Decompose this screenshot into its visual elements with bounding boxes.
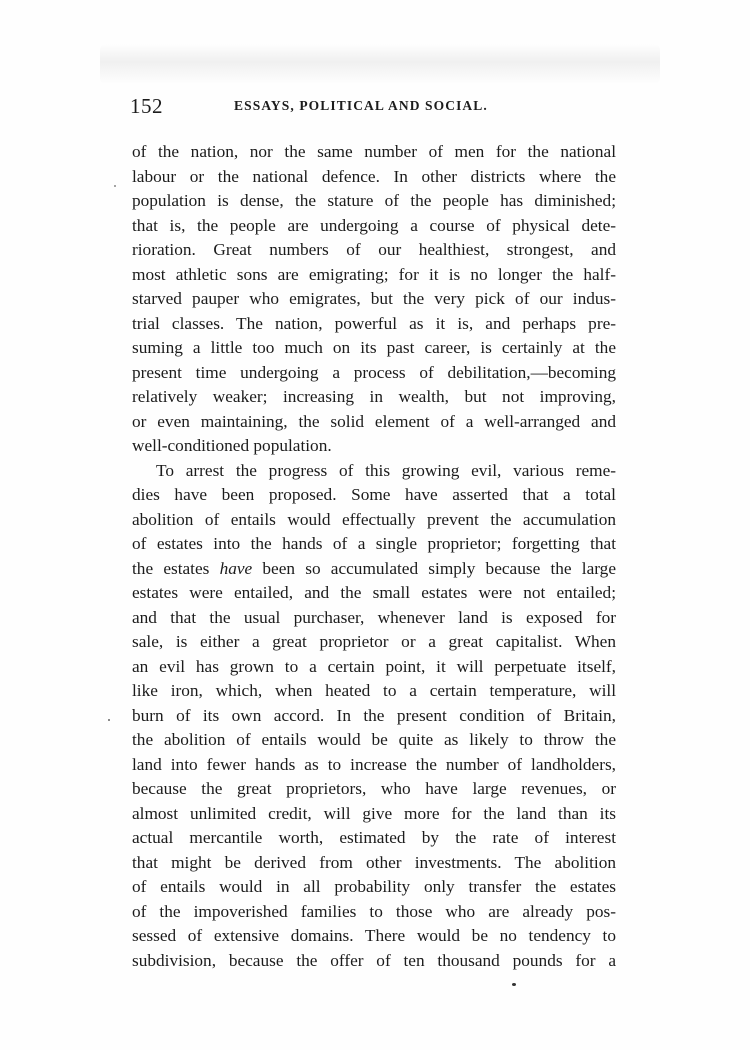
text-line: subdivision, because the offer of ten thousand pounds for a: [132, 950, 616, 970]
ink-speck: [108, 719, 110, 721]
text-line: the abolition of entails would be quite as likely to throw the: [132, 730, 616, 749]
running-title: ESSAYS, POLITICAL AND SOCIAL.: [234, 98, 488, 113]
text-line: because the great proprietors, who have large revenues, or: [132, 779, 616, 798]
text-line: dies have been proposed. Some have asserted that a total: [132, 485, 616, 504]
text-line: burn of its own accord. In the present condition of Britain,: [132, 705, 616, 725]
text-line: and that the usual purchaser, whenever land is exposed for: [132, 607, 616, 627]
text-line: starved pauper who emigrates, but the very pick of our indus-: [132, 289, 616, 308]
text-line: sessed of extensive domains. There would be no tendency to: [132, 926, 616, 945]
text-line: of entails would in all probability only transfer the estates: [132, 877, 616, 896]
text-line: of the impoverished families to those who are already pos-: [132, 901, 616, 921]
text-fragment: the estates have been so accumulated simply because the large: [132, 558, 616, 578]
paragraph-first-line: To arrest the progress of this growing evil, various reme-: [156, 460, 616, 480]
text-line: population is dense, the stature of the people has diminished;: [132, 191, 616, 210]
text-line: of estates into the hands of a single proprietor; forgetting that: [132, 534, 616, 553]
text-line: labour or the national defence. In other districts where the: [132, 166, 616, 186]
text-line: or even maintaining, the solid element of a well-arranged and: [132, 411, 616, 431]
text-line-with-italic: [132, 557, 616, 582]
text-line: that might be derived from other investments. The abolition: [132, 852, 616, 872]
ink-speck: [512, 983, 516, 986]
text-line: relatively weaker; increasing in wealth, but not improving,: [132, 387, 616, 406]
page-number: 152: [130, 94, 163, 118]
text-line: land into fewer hands as to increase the number of landholders,: [132, 754, 616, 774]
paragraph-end-line: well-conditioned population.: [132, 436, 332, 455]
text-line: present time undergoing a process of debilitation,—becoming: [132, 362, 616, 382]
text-line: almost unlimited credit, will give more for the land than its: [132, 803, 616, 823]
text-line: like iron, which, when heated to a certain temperature, will: [132, 681, 616, 700]
text-line: of the nation, nor the same number of men for the national: [132, 142, 616, 161]
text-line: trial classes. The nation, powerful as it is, and perhaps pre-: [132, 313, 616, 333]
text-line: estates were entailed, and the small estates were not entailed;: [132, 583, 616, 602]
text-line: that is, the people are undergoing a course of physical dete-: [132, 215, 616, 235]
text-line: actual mercantile worth, estimated by the rate of interest: [132, 828, 616, 847]
text-line: most athletic sons are emigrating; for it is no longer the half-: [132, 264, 616, 284]
text-line: an evil has grown to a certain point, it will perpetuate itself,: [132, 656, 616, 676]
italic-emphasis: have: [219, 558, 253, 578]
text-line: abolition of entails would effectually prevent the accumulation: [132, 509, 616, 529]
ink-speck: [114, 185, 116, 187]
body-text: [132, 140, 616, 973]
text-line: suming a little too much on its past career, is certainly at the: [132, 338, 616, 357]
scan-smudge: [100, 44, 660, 84]
running-head: [130, 94, 616, 120]
text-line: rioration. Great numbers of our healthiest, strongest, and: [132, 240, 616, 259]
text-line: sale, is either a great proprietor or a great capitalist. When: [132, 632, 616, 651]
